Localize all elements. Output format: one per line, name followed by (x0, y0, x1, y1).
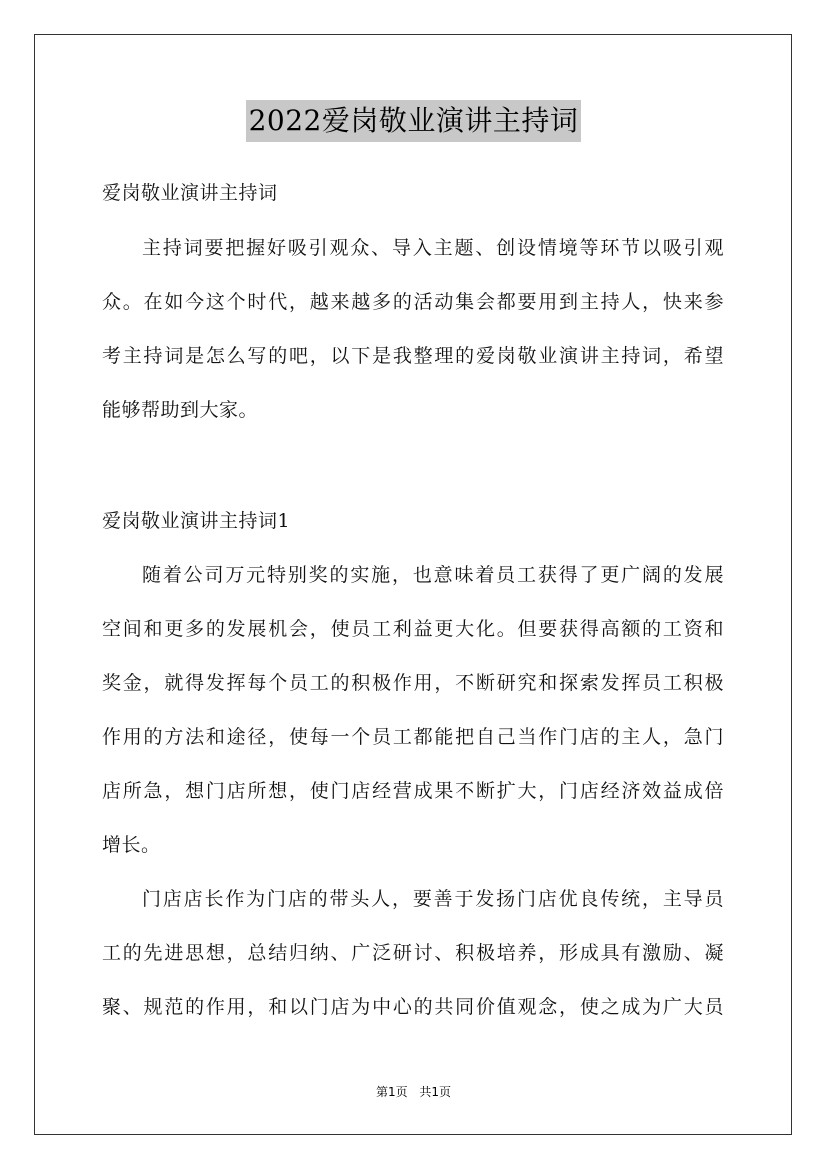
paragraph-line: 奖金，就得发挥每个员工的积极作用，不断研究和探索发挥员工积极 (102, 672, 724, 694)
paragraph-line: 作用的方法和途径，使每一个员工都能把自己当作门店的主人，急门 (102, 726, 724, 748)
intro-line: 能够帮助到大家。 (102, 399, 259, 421)
page-footer (0, 1084, 827, 1100)
intro-line: 众。在如今这个时代，越来越多的活动集会都要用到主持人，快来参 (102, 291, 724, 313)
paragraph-line: 随着公司万元特别奖的实施，也意味着员工获得了更广阔的发展 (142, 564, 724, 586)
section-heading: 爱岗敬业演讲主持词1 (102, 510, 291, 532)
document-title: 2022爱岗敬业演讲主持词 (246, 100, 582, 142)
paragraph-line: 空间和更多的发展机会，使员工利益更大化。但要获得高额的工资和 (102, 618, 724, 640)
paragraph-line: 聚、规范的作用，和以门店为中心的共同价值观念，使之成为广大员 (102, 996, 724, 1018)
page-total: 共1页 (419, 1085, 452, 1099)
intro-line: 主持词要把握好吸引观众、导入主题、创设情境等环节以吸引观 (142, 237, 724, 259)
page-number: 第1页 (375, 1085, 408, 1099)
intro-line: 考主持词是怎么写的吧，以下是我整理的爱岗敬业演讲主持词，希望 (102, 345, 724, 367)
paragraph-line: 工的先进思想，总结归纳、广泛研讨、积极培养，形成具有激励、凝 (102, 942, 724, 964)
paragraph-line: 店所急，想门店所想，使门店经营成果不断扩大，门店经济效益成倍 (102, 780, 724, 802)
title-container (0, 100, 827, 142)
paragraph-line: 门店店长作为门店的带头人，要善于发扬门店优良传统，主导员 (142, 888, 724, 910)
paragraph-line: 增长。 (102, 834, 161, 856)
document-subtitle: 爱岗敬业演讲主持词 (102, 182, 278, 204)
